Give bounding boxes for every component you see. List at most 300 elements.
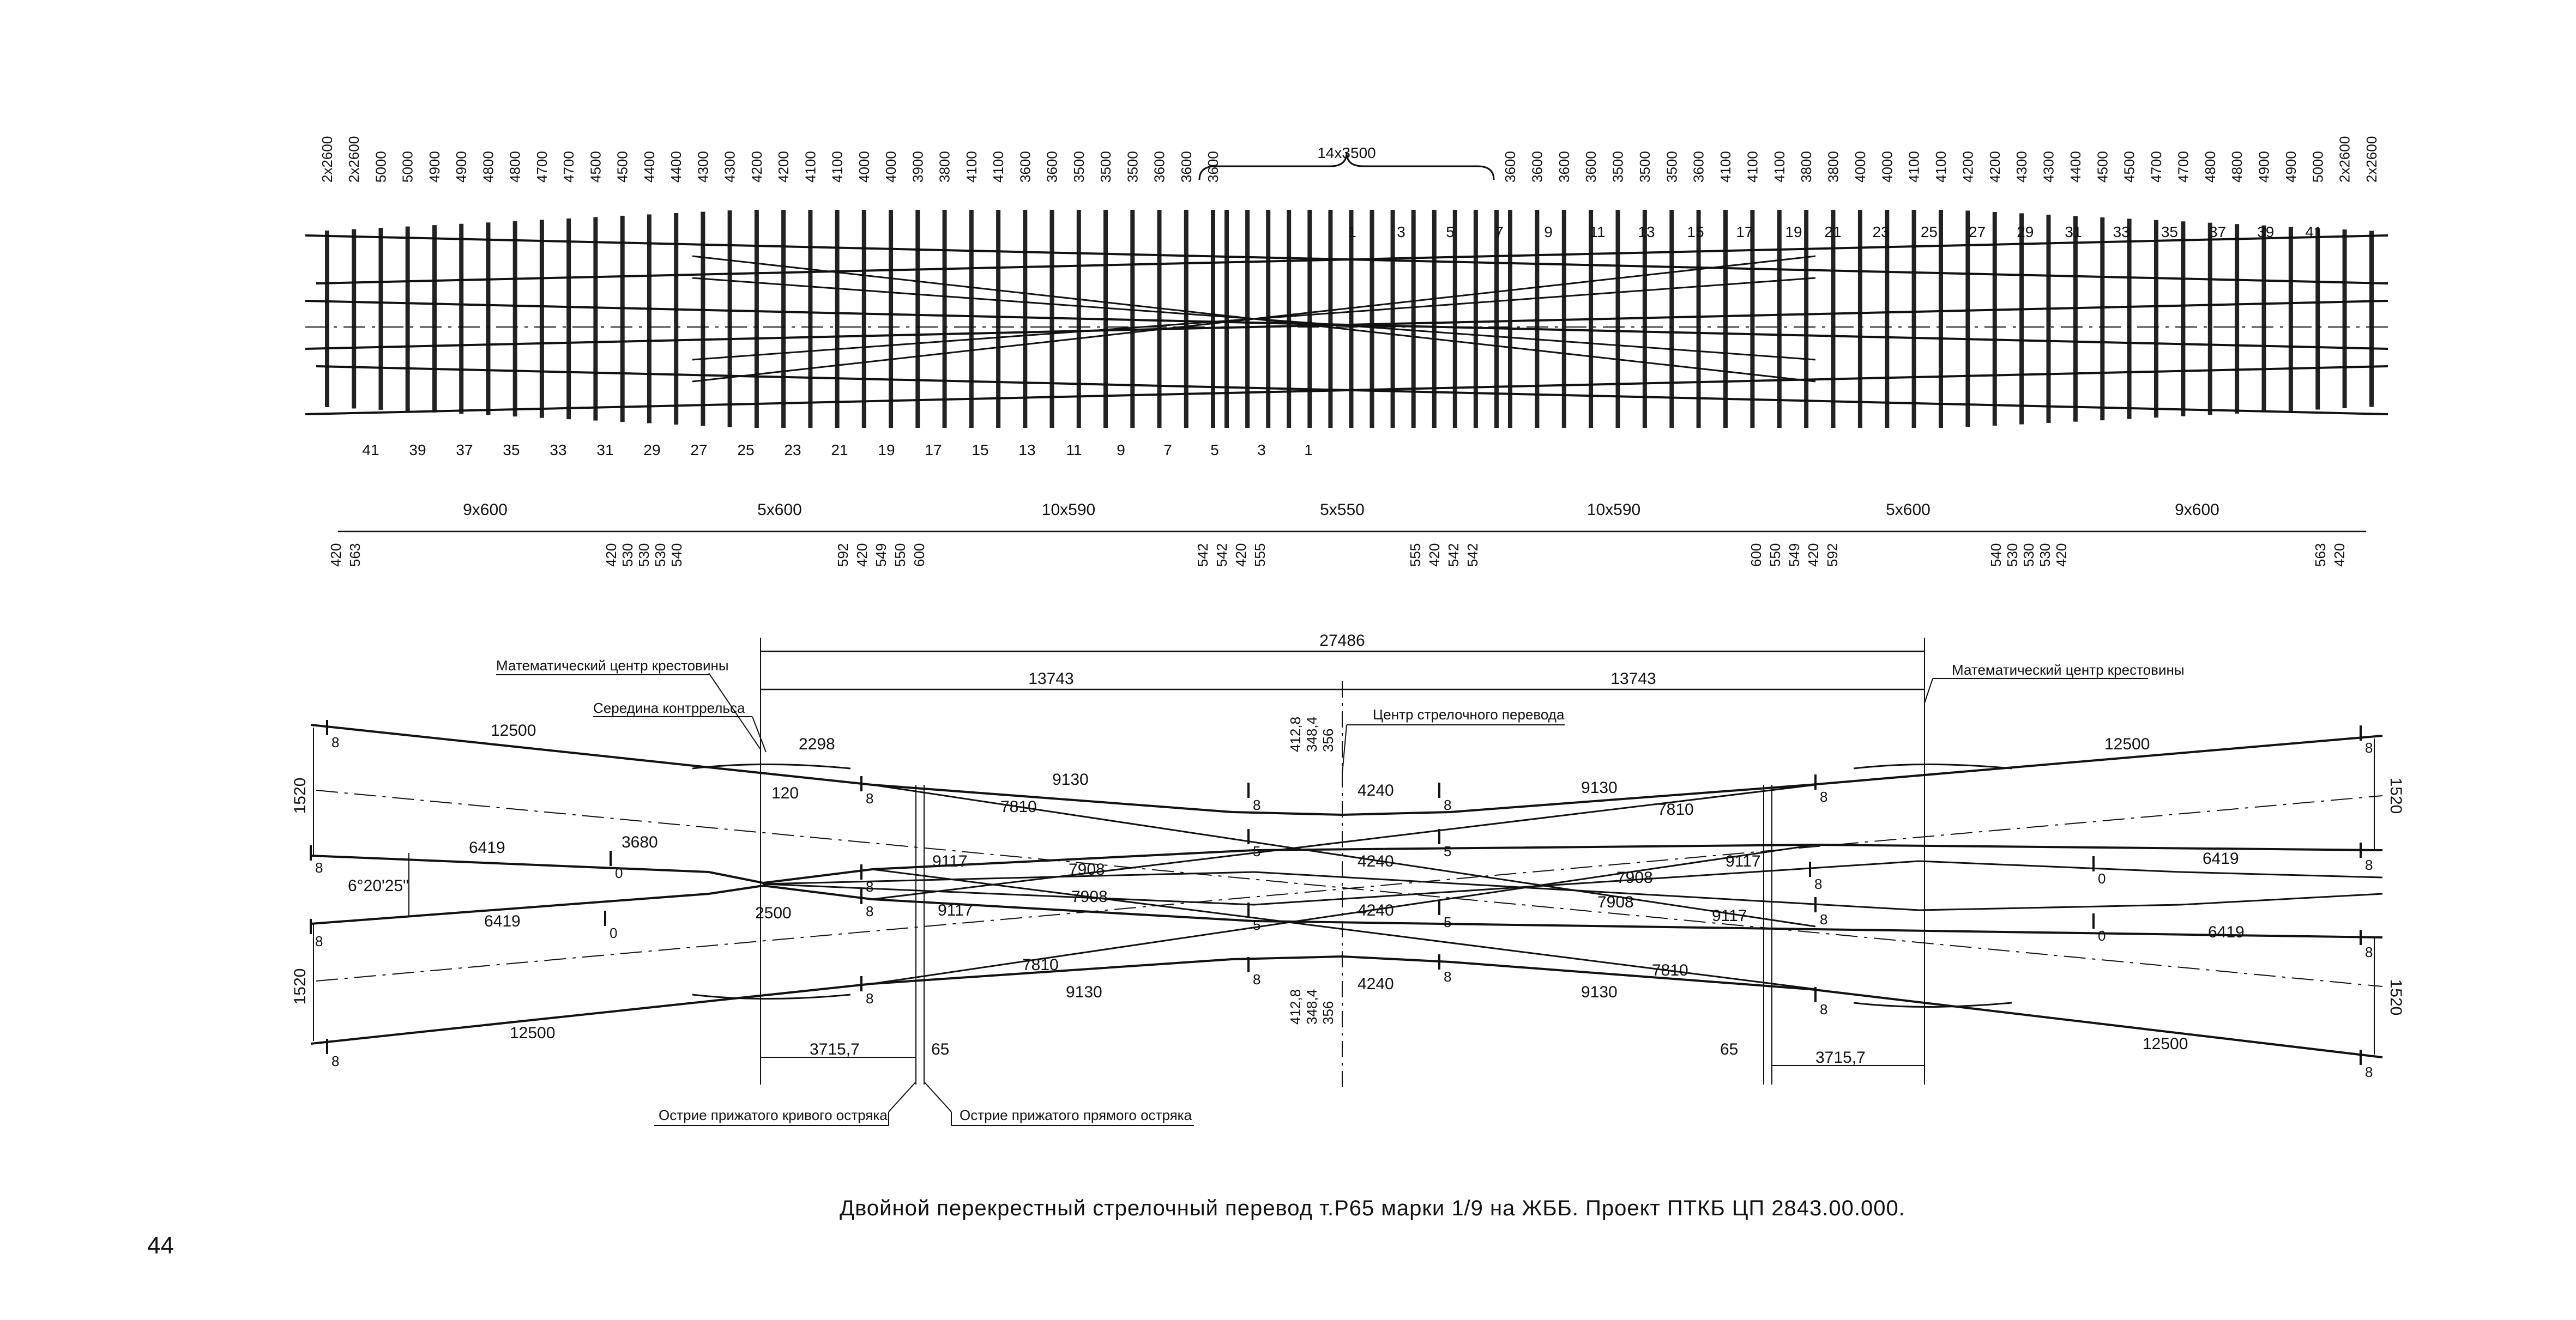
sleeper-bar bbox=[835, 210, 840, 428]
sleeper-numbers-top bbox=[1348, 223, 2322, 240]
sleeper-length-label: 4300 bbox=[721, 151, 738, 183]
joint-tag: 8 bbox=[2365, 944, 2373, 960]
sleeper-length-label: 2x2600 bbox=[346, 136, 363, 183]
joint-tag: 8 bbox=[1820, 1001, 1828, 1018]
joint-tag: 8 bbox=[2365, 740, 2373, 756]
spacing-value: 530 bbox=[652, 543, 668, 567]
sleeper-number: 39 bbox=[2257, 223, 2275, 240]
sleeper-bar bbox=[781, 210, 786, 428]
sleeper-number: 5 bbox=[1210, 441, 1219, 458]
sleeper-number: 35 bbox=[2161, 223, 2178, 240]
sleeper-length-label: 3800 bbox=[936, 151, 953, 183]
sleeper-length-label: 4900 bbox=[2255, 151, 2272, 183]
joint-tag: 8 bbox=[866, 790, 874, 807]
dim-348-bottom: 348,4 bbox=[1304, 989, 1320, 1025]
sleeper-number: 13 bbox=[1018, 441, 1036, 458]
sleeper-bar bbox=[2315, 228, 2320, 410]
dim-356-bottom: 356 bbox=[1320, 1001, 1336, 1025]
spacing-value: 563 bbox=[347, 543, 363, 567]
label-straight-point: Острие прижатого прямого остряка bbox=[960, 1107, 1192, 1123]
rail-6419-tl: 6419 bbox=[469, 839, 505, 857]
sleeper-length-label: 4800 bbox=[2201, 151, 2218, 183]
rail-6419-bl: 6419 bbox=[484, 912, 521, 930]
spacing-value: 549 bbox=[1786, 543, 1802, 567]
spacing-value: 420 bbox=[1233, 543, 1249, 567]
spacing-values-right bbox=[1407, 543, 2348, 567]
spacing-value: 420 bbox=[854, 543, 870, 567]
dim-3715-right: 3715,7 bbox=[1815, 1049, 1866, 1067]
spacing-value: 592 bbox=[1824, 543, 1841, 567]
rail-9130-tl: 9130 bbox=[1052, 771, 1089, 789]
sleeper-bar bbox=[1804, 210, 1808, 428]
sleeper-number: 9 bbox=[1117, 441, 1125, 458]
spacing-group-label: 10x590 bbox=[1586, 501, 1641, 519]
joint-tag: 8 bbox=[331, 1053, 340, 1069]
sleeper-length-label: 3600 bbox=[1043, 151, 1060, 183]
sleeper-bar bbox=[1370, 210, 1374, 428]
sleeper-bar bbox=[1328, 210, 1332, 428]
sleeper-length-label: 4100 bbox=[1771, 151, 1788, 183]
rail-9130-br: 9130 bbox=[1581, 983, 1618, 1001]
sleeper-number: 31 bbox=[596, 441, 614, 458]
joint-tag: 0 bbox=[2098, 870, 2106, 887]
sleeper-length-label: 4100 bbox=[1744, 151, 1761, 183]
spacing-value: 530 bbox=[2004, 543, 2020, 567]
sleeper-number: 29 bbox=[643, 441, 661, 458]
sleeper-bar bbox=[486, 222, 491, 415]
sleeper-number: 23 bbox=[1872, 223, 1890, 240]
sleeper-bar bbox=[1508, 210, 1512, 428]
spacing-group-label: 5x550 bbox=[1320, 501, 1365, 519]
joint-tag: 0 bbox=[615, 865, 623, 881]
sleeper-length-label: 4500 bbox=[614, 151, 631, 183]
spacing-value: 542 bbox=[1445, 543, 1462, 567]
sleeper-number: 21 bbox=[831, 441, 848, 458]
sleeper-lengths-left bbox=[319, 136, 1221, 183]
dim-412-top: 412,8 bbox=[1287, 716, 1304, 752]
spacing-value: 542 bbox=[1214, 543, 1230, 567]
sleeper-length-label: 4700 bbox=[2148, 151, 2164, 183]
joint-tag: 8 bbox=[1820, 911, 1828, 928]
sleeper-number: 11 bbox=[1066, 441, 1082, 458]
crossing-angle: 6°20'25" bbox=[348, 877, 409, 895]
sleeper-bar bbox=[1349, 210, 1354, 428]
sleeper-number: 3 bbox=[1397, 223, 1405, 240]
sleeper-number: 19 bbox=[1785, 223, 1802, 240]
spacing-value: 530 bbox=[2020, 543, 2037, 567]
joint-tag: 8 bbox=[866, 990, 874, 1007]
sleeper-number: 41 bbox=[2305, 223, 2322, 240]
sleeper-length-label: 3600 bbox=[1690, 151, 1707, 183]
sleeper-length-label: 4000 bbox=[1879, 151, 1896, 183]
dim-412-bottom: 412,8 bbox=[1287, 989, 1304, 1025]
sleeper-length-label: 4300 bbox=[2013, 151, 2030, 183]
sleeper-length-label: 4800 bbox=[480, 151, 497, 183]
rail-9130-tr: 9130 bbox=[1581, 779, 1618, 797]
sleeper-length-label: 4100 bbox=[1933, 151, 1949, 183]
sleeper-number: 33 bbox=[550, 441, 567, 458]
sleeper-length-label: 3800 bbox=[1825, 151, 1842, 183]
sleeper-bar bbox=[1723, 210, 1728, 428]
spacing-value: 420 bbox=[2053, 543, 2070, 567]
sleeper-length-label: 3600 bbox=[1017, 151, 1034, 183]
rail-6419-br: 6419 bbox=[2208, 923, 2245, 941]
rail-6419-tr: 6419 bbox=[2203, 850, 2239, 868]
sleeper-length-label: 4100 bbox=[1717, 151, 1734, 183]
joint-tag: 8 bbox=[1444, 968, 1452, 985]
sleeper-bar bbox=[1697, 210, 1701, 428]
sleeper-bar bbox=[2127, 219, 2132, 419]
sleeper-numbers-bottom bbox=[362, 441, 1312, 458]
sleeper-bar bbox=[2047, 215, 2051, 423]
rail-9117-tr: 9117 bbox=[1726, 852, 1761, 870]
sleeper-number: 7 bbox=[1163, 441, 1172, 458]
gauge-left-top: 1520 bbox=[291, 777, 309, 814]
rail-7810-tl: 7810 bbox=[1000, 798, 1037, 816]
sleeper-bar bbox=[325, 231, 329, 407]
sleeper-number: 25 bbox=[737, 441, 755, 458]
sleeper-group-label: 14x3500 bbox=[1317, 144, 1376, 161]
sleeper-length-label: 4100 bbox=[1905, 151, 1922, 183]
sleeper-bar bbox=[540, 220, 544, 417]
joint-tag: 8 bbox=[331, 734, 340, 750]
sleeper-lengths-right bbox=[1502, 136, 2380, 183]
spacing-group-label: 5x600 bbox=[1886, 501, 1931, 519]
rail-4240-2: 4240 bbox=[1358, 852, 1394, 870]
rail-7908-br: 7908 bbox=[1597, 893, 1634, 911]
sleeper-bar bbox=[1939, 210, 1943, 428]
sleeper-bar bbox=[432, 225, 437, 413]
sleeper-length-label: 3500 bbox=[1663, 151, 1680, 183]
sleeper-number: 17 bbox=[925, 441, 942, 458]
sleeper-bar bbox=[969, 210, 974, 428]
sleeper-bar bbox=[1885, 210, 1889, 428]
dim-348-top: 348,4 bbox=[1304, 716, 1320, 752]
label-checkrail-middle: Середина контррельса bbox=[593, 700, 745, 716]
sleeper-bar bbox=[2154, 220, 2158, 418]
sleeper-bar bbox=[889, 210, 893, 428]
sleeper-length-label: 4000 bbox=[1851, 151, 1868, 183]
sleeper-number: 27 bbox=[1969, 223, 1986, 240]
sleeper-bar bbox=[1266, 210, 1270, 428]
sleeper-bar bbox=[2343, 229, 2347, 408]
spacing-group-label: 9x600 bbox=[463, 501, 508, 519]
sleeper-length-label: 4200 bbox=[1986, 151, 2003, 183]
sleeper-bar bbox=[1391, 210, 1395, 428]
sleeper-bar bbox=[2235, 224, 2239, 414]
sleeper-length-label: 4900 bbox=[2282, 151, 2299, 183]
sleeper-length-label: 3600 bbox=[1502, 151, 1518, 183]
spacing-value: 420 bbox=[603, 543, 619, 567]
joint-tag: 5 bbox=[1444, 914, 1452, 930]
spacing-value: 420 bbox=[1805, 543, 1821, 567]
sleeper-number: 29 bbox=[2017, 223, 2034, 240]
rail-4240-1: 4240 bbox=[1358, 782, 1394, 800]
sleeper-number: 17 bbox=[1736, 223, 1753, 240]
joint-tag: 8 bbox=[1444, 797, 1452, 813]
rail-7810-br: 7810 bbox=[1652, 961, 1688, 979]
sleeper-length-label: 4400 bbox=[641, 151, 657, 183]
sleeper-bar bbox=[406, 227, 410, 411]
rail-4240-3: 4240 bbox=[1358, 901, 1394, 919]
sleeper-number: 11 bbox=[1589, 223, 1606, 240]
dim-120: 120 bbox=[771, 784, 799, 802]
sleeper-number: 35 bbox=[503, 441, 520, 458]
sleeper-bar bbox=[1750, 210, 1754, 428]
rail-7908-tr: 7908 bbox=[1616, 869, 1653, 887]
rail-9130-bl: 9130 bbox=[1066, 983, 1102, 1001]
sleeper-length-label: 4400 bbox=[2067, 151, 2084, 183]
sleeper-number: 3 bbox=[1257, 441, 1266, 458]
gauge-right-top: 1520 bbox=[2387, 777, 2405, 814]
sleeper-bar bbox=[647, 214, 651, 423]
joint-tag: 8 bbox=[1820, 789, 1828, 805]
sleeper-length-label: 4100 bbox=[829, 151, 846, 183]
sleeper-length-label: 5000 bbox=[399, 151, 416, 183]
sleeper-bar bbox=[1858, 210, 1862, 428]
sleeper-bar bbox=[1023, 210, 1027, 428]
sleeper-number: 1 bbox=[1348, 223, 1356, 240]
sleeper-bar bbox=[2369, 231, 2374, 407]
joint-tag: 8 bbox=[866, 903, 874, 919]
sleeper-bar bbox=[2181, 221, 2185, 416]
dim-2298: 2298 bbox=[799, 735, 835, 753]
sleeper-bar bbox=[1411, 210, 1416, 428]
sleeper-length-label: 3600 bbox=[1151, 151, 1168, 183]
page-number: 44 bbox=[147, 1232, 174, 1259]
sleeper-bar bbox=[1777, 210, 1782, 428]
sleeper-length-label: 4700 bbox=[533, 151, 550, 183]
spacing-value: 420 bbox=[2331, 543, 2348, 567]
sleeper-bar bbox=[755, 210, 759, 428]
spacing-values-left bbox=[328, 543, 1268, 567]
rail-9117-br: 9117 bbox=[1712, 907, 1747, 925]
sleeper-length-label: 2x2600 bbox=[2336, 136, 2353, 183]
sleeper-number: 27 bbox=[690, 441, 708, 458]
sleeper-length-label: 3600 bbox=[1205, 151, 1221, 183]
sleeper-length-label: 2x2600 bbox=[319, 136, 335, 183]
sleeper-length-label: 4500 bbox=[2094, 151, 2111, 183]
dim-356-top: 356 bbox=[1320, 728, 1336, 752]
sleeper-bar bbox=[1494, 210, 1499, 428]
sleeper-bar bbox=[2208, 223, 2212, 415]
sleeper-number: 37 bbox=[2209, 223, 2227, 240]
sleeper-bar bbox=[2100, 217, 2104, 420]
label-frog-center-left: Математический центр крестовины bbox=[496, 657, 729, 674]
sleeper-length-label: 5000 bbox=[372, 151, 389, 183]
spacing-value: 549 bbox=[873, 543, 889, 567]
spacing-value: 542 bbox=[1195, 543, 1211, 567]
rail-12500-tl: 12500 bbox=[491, 722, 536, 740]
sleeper-bar bbox=[620, 216, 625, 422]
joint-tag: 0 bbox=[2098, 928, 2106, 944]
joint-tag: 0 bbox=[610, 925, 618, 941]
spacing-value: 530 bbox=[2037, 543, 2053, 567]
joint-tag: 5 bbox=[1253, 917, 1261, 933]
joint-tag: 8 bbox=[315, 933, 323, 949]
spacing-group-label: 10x590 bbox=[1041, 501, 1096, 519]
sleeper-bar bbox=[1912, 210, 1916, 428]
sleeper-length-label: 4700 bbox=[560, 151, 577, 183]
label-frog-center-right: Математический центр крестовины bbox=[1952, 662, 2185, 678]
label-switch-center: Центр стрелочного перевода bbox=[1373, 706, 1565, 723]
rail-4240-4: 4240 bbox=[1358, 975, 1394, 993]
spacing-group-label: 9x600 bbox=[2175, 501, 2219, 519]
rail-7908-tl: 7908 bbox=[1069, 861, 1105, 879]
joint-tag: 5 bbox=[1444, 843, 1452, 859]
spacing-value: 540 bbox=[1988, 543, 2004, 567]
rail-12500-bl: 12500 bbox=[510, 1024, 556, 1042]
spacing-value: 530 bbox=[636, 543, 652, 567]
spacing-value: 550 bbox=[892, 543, 908, 567]
spacing-value: 563 bbox=[2312, 543, 2328, 567]
sleeper-number: 1 bbox=[1304, 441, 1313, 458]
sleeper-number: 23 bbox=[784, 441, 801, 458]
sleeper-number: 33 bbox=[2113, 223, 2130, 240]
dim-3680: 3680 bbox=[622, 833, 658, 851]
sleeper-number: 19 bbox=[878, 441, 895, 458]
dim-65-right: 65 bbox=[1720, 1040, 1739, 1058]
sleeper-length-label: 3500 bbox=[1609, 151, 1626, 183]
sleeper-bar bbox=[352, 229, 356, 409]
sleeper-bar bbox=[1224, 210, 1229, 428]
sleeper-length-label: 4800 bbox=[2229, 151, 2246, 183]
sleeper-length-label: 4000 bbox=[883, 151, 900, 183]
sleeper-length-label: 4400 bbox=[668, 151, 685, 183]
sleeper-bar bbox=[943, 210, 947, 428]
sleeper-length-label: 4100 bbox=[990, 151, 1007, 183]
spacing-value: 555 bbox=[1252, 543, 1268, 567]
sleeper-bar bbox=[1453, 210, 1457, 428]
sleeper-bar bbox=[593, 217, 598, 420]
sleeper-bar bbox=[1669, 210, 1674, 428]
dim-65-left: 65 bbox=[931, 1040, 950, 1058]
spacing-value: 530 bbox=[619, 543, 636, 567]
sleeper-number: 9 bbox=[1544, 223, 1553, 240]
sleeper-bar bbox=[728, 210, 732, 427]
sleeper-number: 39 bbox=[409, 441, 426, 458]
sleeper-number: 7 bbox=[1495, 223, 1504, 240]
figure-caption: Двойной перекрестный стрелочный перевод т.Р65 марки 1/9 на ЖББ. Проект ПТКБ ЦП 2843.00.000. bbox=[840, 1196, 1905, 1220]
label-curved-point: Острие прижатого кривого остряка bbox=[659, 1107, 888, 1123]
spacing-value: 550 bbox=[1767, 543, 1783, 567]
sleeper-bar bbox=[2262, 226, 2266, 413]
sleeper-bar bbox=[1287, 210, 1291, 428]
dim-3715-left: 3715,7 bbox=[810, 1040, 860, 1058]
sleeper-length-label: 3500 bbox=[1070, 151, 1087, 183]
sleeper-bar bbox=[1831, 210, 1836, 428]
sleeper-length-label: 4900 bbox=[426, 151, 443, 183]
sleeper-bar bbox=[915, 210, 920, 428]
sleeper-bar bbox=[996, 210, 1000, 428]
joint-tag: 8 bbox=[2365, 857, 2373, 873]
sleeper-length-label: 3500 bbox=[1636, 151, 1653, 183]
sleeper-length-label: 3900 bbox=[909, 151, 926, 183]
spacing-value: 542 bbox=[1464, 543, 1481, 567]
sleeper-number: 21 bbox=[1824, 223, 1842, 240]
sleeper-number: 41 bbox=[362, 441, 379, 458]
sleeper-length-label: 2x2600 bbox=[2363, 136, 2380, 183]
sleeper-number: 13 bbox=[1638, 223, 1655, 240]
rail-9117-tl: 9117 bbox=[932, 852, 968, 870]
sleeper-bar bbox=[1965, 210, 1970, 427]
spacing-group-labels bbox=[463, 501, 2219, 519]
sleeper-bar bbox=[862, 210, 866, 428]
spacing-value: 592 bbox=[835, 543, 851, 567]
spacing-group-label: 5x600 bbox=[757, 501, 802, 519]
overall-length: 27486 bbox=[1319, 632, 1365, 650]
joint-tag: 8 bbox=[315, 859, 323, 876]
sleeper-length-label: 4300 bbox=[695, 151, 711, 183]
half-length-right: 13743 bbox=[1610, 670, 1656, 688]
joint-tag: 8 bbox=[866, 879, 874, 895]
sleeper-length-label: 3500 bbox=[1097, 151, 1114, 183]
joint-tag: 8 bbox=[1253, 797, 1261, 813]
joint-tag: 8 bbox=[1253, 971, 1261, 988]
sleeper-length-label: 5000 bbox=[2309, 151, 2326, 183]
rail-12500-tr: 12500 bbox=[2104, 735, 2150, 753]
scheme-labels bbox=[291, 632, 2405, 1125]
sleeper-length-label: 3500 bbox=[1124, 151, 1141, 183]
sleeper-number: 15 bbox=[972, 441, 989, 458]
sleeper-length-label: 4700 bbox=[2175, 151, 2192, 183]
sleeper-length-label: 4500 bbox=[587, 151, 604, 183]
sleeper-bar bbox=[513, 221, 517, 416]
sleeper-length-label: 3600 bbox=[1555, 151, 1572, 183]
sleeper-bar bbox=[1211, 210, 1215, 428]
dim-2500: 2500 bbox=[755, 904, 792, 922]
sleeper-layout-diagram bbox=[305, 136, 2388, 567]
sleeper-length-label: 4900 bbox=[453, 151, 470, 183]
rail-9117-bl: 9117 bbox=[938, 901, 973, 919]
sleeper-number: 37 bbox=[456, 441, 473, 458]
spacing-value: 420 bbox=[328, 543, 344, 567]
spacing-value: 600 bbox=[1748, 543, 1764, 567]
sleeper-number: 25 bbox=[1920, 223, 1938, 240]
spacing-value: 555 bbox=[1407, 543, 1423, 567]
sleeper-bar bbox=[808, 210, 812, 428]
sleeper-number: 5 bbox=[1446, 223, 1455, 240]
joint-tag: 8 bbox=[2365, 1064, 2373, 1080]
joint-tag: 5 bbox=[1253, 843, 1261, 859]
joint-tag: 8 bbox=[1814, 876, 1823, 892]
rail-7908-bl: 7908 bbox=[1071, 888, 1108, 906]
sleeper-bar bbox=[2289, 227, 2293, 411]
spacing-value: 540 bbox=[668, 543, 685, 567]
sleeper-bar bbox=[566, 219, 571, 419]
gauge-left-bottom: 1520 bbox=[291, 968, 309, 1005]
sleeper-bar bbox=[1307, 210, 1312, 428]
sleeper-length-label: 3800 bbox=[1798, 151, 1815, 183]
sleeper-bar bbox=[1432, 210, 1437, 428]
sleeper-length-label: 4200 bbox=[1959, 151, 1976, 183]
rail-7810-bl: 7810 bbox=[1022, 956, 1059, 974]
sleeper-length-label: 4100 bbox=[802, 151, 819, 183]
sleeper-number: 31 bbox=[2065, 223, 2082, 240]
sleeper-length-label: 4300 bbox=[2040, 151, 2057, 183]
sleeper-length-label: 4200 bbox=[748, 151, 765, 183]
spacing-value: 420 bbox=[1426, 543, 1443, 567]
sleeper-number: 15 bbox=[1687, 223, 1704, 240]
sleeper-length-label: 3600 bbox=[1529, 151, 1546, 183]
sleeper-length-label: 4000 bbox=[855, 151, 872, 183]
sleeper-bar bbox=[459, 224, 463, 414]
sleeper-bar bbox=[2073, 216, 2078, 421]
sleeper-bar bbox=[1474, 210, 1478, 428]
rail-7810-tr: 7810 bbox=[1657, 801, 1694, 819]
sleeper-bar bbox=[379, 228, 383, 410]
spacing-value: 600 bbox=[911, 543, 927, 567]
